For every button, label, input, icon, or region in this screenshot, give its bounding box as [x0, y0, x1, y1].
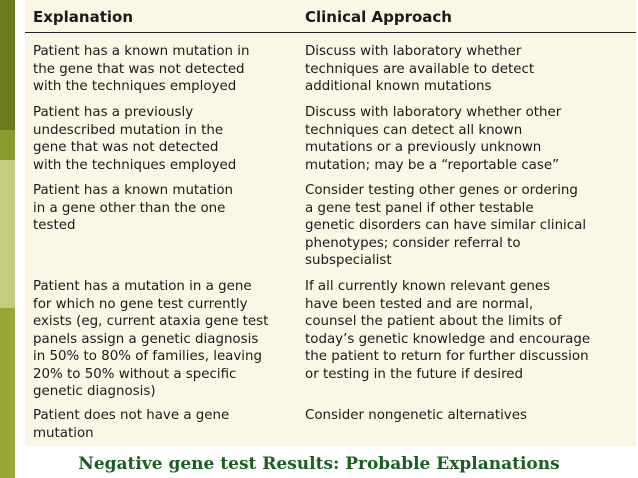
header-divider: [25, 32, 636, 33]
side-bar-segment: [0, 308, 15, 478]
table-row-3-explanation: Patient has a known mutation in a gene other than the one tested: [33, 183, 234, 233]
table-row-1-explanation: Patient has a known mutation in the gene that was not detected with the techniques employed: [33, 44, 250, 94]
table-row-2-approach: Discuss with laboratory whether other techniques can detect all known mutations or a previously unknown mutation; may be a “reportable case”: [305, 105, 562, 173]
table-row-5-approach: Consider nongenetic alternatives: [305, 408, 527, 423]
header-clinical-approach: Clinical Approach: [305, 8, 452, 26]
table-row-4-approach: If all currently known relevant genes have been tested and are normal, counsel the patient about the limits of today’s genetic knowledge and encourage the patient to return for further discussion or testing in the future if desired: [305, 279, 591, 382]
table-row-3-approach: Consider testing other genes or ordering a gene test panel if other testable genetic disorders can have similar clinical phenotypes; consider referral to subspecialist: [305, 183, 587, 268]
header-explanation: Explanation: [33, 8, 134, 26]
table-row-5-explanation: Patient does not have a gene mutation: [33, 408, 230, 441]
side-bar-segment: [0, 160, 15, 308]
side-bar-segment: [0, 130, 15, 160]
table-row-4-explanation: Patient has a mutation in a gene for which no gene test currently exists (eg, current ataxia gene test panels assign a genetic diagnosis in 50% to 80% of families, leaving 20% to 50% without a specific genetic diagnosis): [33, 279, 269, 399]
slide-caption: Negative gene test Results: Probable Explanations: [78, 454, 560, 474]
table-row-2-explanation: Patient has a previously undescribed mutation in the gene that was not detected with the techniques employed: [33, 105, 237, 173]
side-bar-segment: [0, 0, 15, 130]
table-row-1-approach: Discuss with laboratory whether techniques are available to detect additional known mutations: [305, 44, 535, 94]
